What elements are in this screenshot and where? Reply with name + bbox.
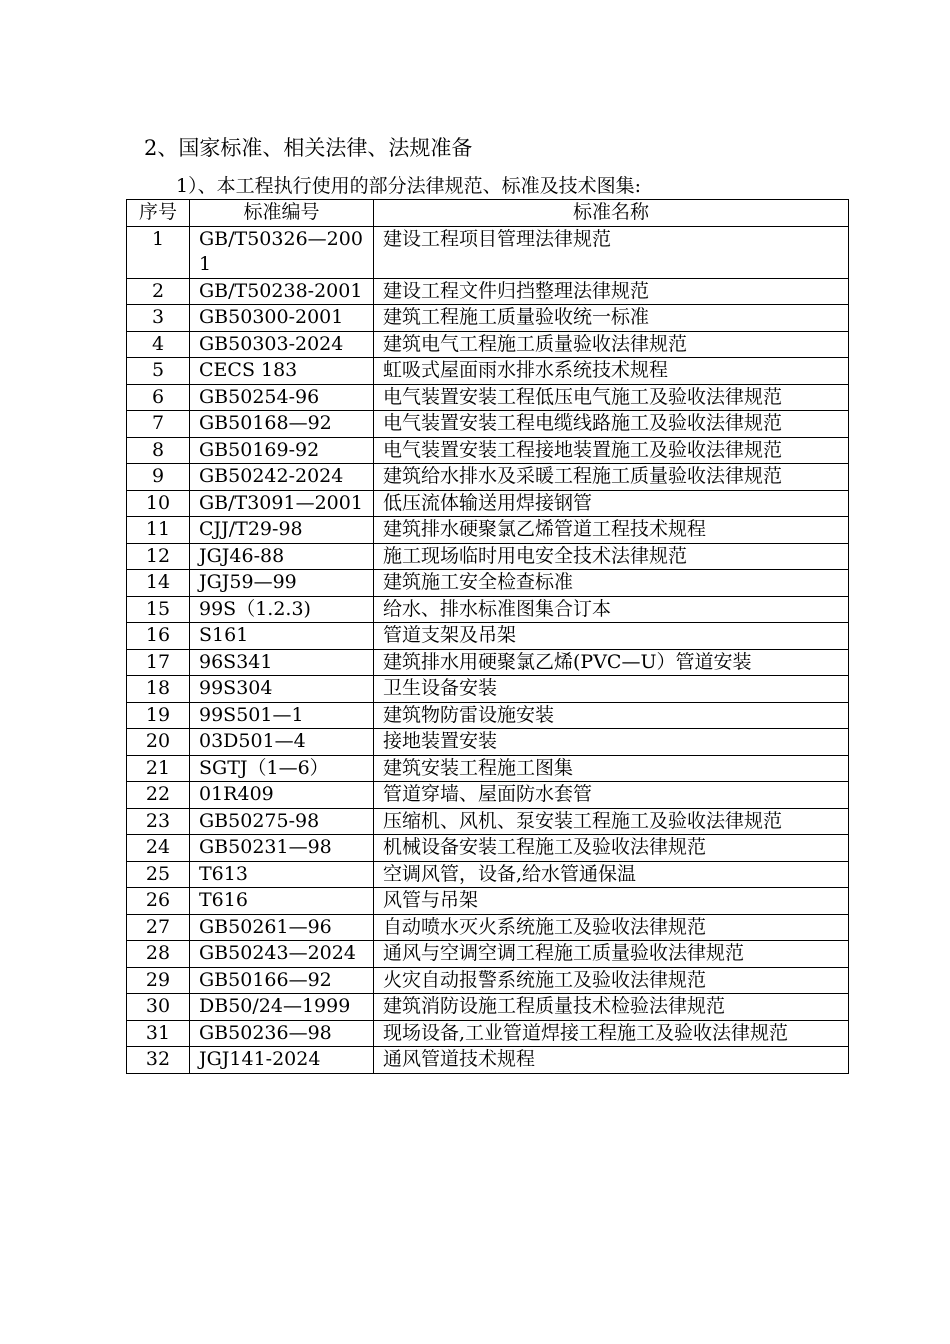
table-row: [127, 676, 849, 703]
cell-name: 虹吸式屋面雨水排水系统技术规程: [374, 358, 849, 385]
cell-name: 建设工程项目管理法律规范: [374, 226, 849, 278]
cell-code: 99S304: [190, 676, 374, 703]
table-row: [127, 1047, 849, 1074]
cell-code: GB50242-2024: [190, 464, 374, 491]
cell-no: 4: [127, 331, 190, 358]
cell-name: 建筑消防设施工程质量技术检验法律规范: [374, 994, 849, 1021]
header-name: 标准名称: [374, 200, 849, 227]
cell-name: 施工现场临时用电安全技术法律规范: [374, 543, 849, 570]
table-body: [127, 226, 849, 1073]
cell-no: 16: [127, 623, 190, 650]
cell-code: GB50300-2001: [190, 305, 374, 332]
cell-code: GB50231—98: [190, 835, 374, 862]
table-row: [127, 226, 849, 278]
cell-no: 10: [127, 490, 190, 517]
table-row: [127, 490, 849, 517]
cell-code: GB50275-98: [190, 808, 374, 835]
cell-name: 自动喷水灭火系统施工及验收法律规范: [374, 914, 849, 941]
cell-no: 6: [127, 384, 190, 411]
cell-name: 建筑施工安全检查标准: [374, 570, 849, 597]
table-row: [127, 755, 849, 782]
cell-code: JGJ59—99: [190, 570, 374, 597]
cell-no: 22: [127, 782, 190, 809]
table-row: [127, 1020, 849, 1047]
cell-no: 21: [127, 755, 190, 782]
cell-name: 卫生设备安装: [374, 676, 849, 703]
section-heading: 2、国家标准、相关法律、法规准备: [144, 136, 473, 160]
cell-no: 32: [127, 1047, 190, 1074]
cell-code: S161: [190, 623, 374, 650]
cell-name: 建筑排水用硬聚氯乙烯(PVC—U）管道安装: [374, 649, 849, 676]
cell-code: GB50166—92: [190, 967, 374, 994]
cell-code: JGJ46-88: [190, 543, 374, 570]
cell-no: 9: [127, 464, 190, 491]
cell-no: 5: [127, 358, 190, 385]
cell-code: 99S501—1: [190, 702, 374, 729]
cell-no: 18: [127, 676, 190, 703]
cell-name: 电气装置安装工程接地装置施工及验收法律规范: [374, 437, 849, 464]
table-row: [127, 967, 849, 994]
table-header-row: [127, 200, 849, 227]
cell-code: CECS 183: [190, 358, 374, 385]
cell-code: 99S（1.2.3): [190, 596, 374, 623]
cell-name: 通风与空调空调工程施工质量验收法律规范: [374, 941, 849, 968]
cell-name: 建筑排水硬聚氯乙烯管道工程技术规程: [374, 517, 849, 544]
table-row: [127, 517, 849, 544]
cell-code: GB/T50238-2001: [190, 278, 374, 305]
cell-no: 1: [127, 226, 190, 278]
cell-no: 25: [127, 861, 190, 888]
cell-no: 2: [127, 278, 190, 305]
cell-name: 建筑物防雷设施安装: [374, 702, 849, 729]
table-row: [127, 543, 849, 570]
table-row: [127, 941, 849, 968]
table-row: [127, 570, 849, 597]
cell-name: 给水、排水标准图集合订本: [374, 596, 849, 623]
cell-name: 火灾自动报警系统施工及验收法律规范: [374, 967, 849, 994]
cell-code: GB50303-2024: [190, 331, 374, 358]
table-row: [127, 623, 849, 650]
cell-code: SGTJ（1—6）: [190, 755, 374, 782]
cell-no: 31: [127, 1020, 190, 1047]
cell-no: 23: [127, 808, 190, 835]
cell-no: 20: [127, 729, 190, 756]
cell-name: 电气装置安装工程电缆线路施工及验收法律规范: [374, 411, 849, 438]
cell-code: GB50243—2024: [190, 941, 374, 968]
table-row: [127, 994, 849, 1021]
cell-no: 11: [127, 517, 190, 544]
cell-code: GB50254-96: [190, 384, 374, 411]
table-row: [127, 888, 849, 915]
table-row: [127, 835, 849, 862]
cell-code: 03D501—4: [190, 729, 374, 756]
header-code: 标准编号: [190, 200, 374, 227]
cell-code: GB50236—98: [190, 1020, 374, 1047]
table-row: [127, 358, 849, 385]
table-row: [127, 649, 849, 676]
cell-code: DB50/24—1999: [190, 994, 374, 1021]
cell-no: 7: [127, 411, 190, 438]
table-row: [127, 861, 849, 888]
cell-code: T616: [190, 888, 374, 915]
cell-name: 电气装置安装工程低压电气施工及验收法律规范: [374, 384, 849, 411]
cell-no: 8: [127, 437, 190, 464]
table-row: [127, 702, 849, 729]
cell-no: 27: [127, 914, 190, 941]
cell-code: GB50261—96: [190, 914, 374, 941]
cell-no: 19: [127, 702, 190, 729]
table-row: [127, 464, 849, 491]
cell-name: 机械设备安装工程施工及验收法律规范: [374, 835, 849, 862]
cell-no: 28: [127, 941, 190, 968]
cell-name: 压缩机、风机、泵安装工程施工及验收法律规范: [374, 808, 849, 835]
table-row: [127, 305, 849, 332]
table-row: [127, 331, 849, 358]
cell-no: 26: [127, 888, 190, 915]
cell-name: 风管与吊架: [374, 888, 849, 915]
table-row: [127, 437, 849, 464]
cell-name: 管道支架及吊架: [374, 623, 849, 650]
table-row: [127, 384, 849, 411]
cell-no: 14: [127, 570, 190, 597]
cell-no: 3: [127, 305, 190, 332]
standards-table: [126, 199, 849, 1074]
cell-name: 建筑工程施工质量验收统一标准: [374, 305, 849, 332]
cell-name: 建筑安装工程施工图集: [374, 755, 849, 782]
cell-name: 低压流体输送用焊接钢管: [374, 490, 849, 517]
table-row: [127, 596, 849, 623]
cell-no: 29: [127, 967, 190, 994]
cell-name: 建筑电气工程施工质量验收法律规范: [374, 331, 849, 358]
table-row: [127, 729, 849, 756]
cell-no: 15: [127, 596, 190, 623]
cell-name: 建设工程文件归挡整理法律规范: [374, 278, 849, 305]
cell-code: 96S341: [190, 649, 374, 676]
cell-code: JGJ141-2024: [190, 1047, 374, 1074]
table-row: [127, 808, 849, 835]
cell-name: 接地装置安装: [374, 729, 849, 756]
intro-text: 1）、本工程执行使用的部分法律规范、标准及技术图集:: [176, 175, 641, 197]
table-row: [127, 278, 849, 305]
table-row: [127, 411, 849, 438]
cell-name: 现场设备,工业管道焊接工程施工及验收法律规范: [374, 1020, 849, 1047]
cell-no: 30: [127, 994, 190, 1021]
table-row: [127, 914, 849, 941]
cell-name: 建筑给水排水及采暖工程施工质量验收法律规范: [374, 464, 849, 491]
cell-code: 01R409: [190, 782, 374, 809]
cell-name: 空调风管，设备,给水管通保温: [374, 861, 849, 888]
cell-no: 24: [127, 835, 190, 862]
cell-no: 17: [127, 649, 190, 676]
cell-code: GB50169-92: [190, 437, 374, 464]
cell-code: CJJ/T29-98: [190, 517, 374, 544]
cell-code: GB/T50326—2001: [190, 226, 374, 278]
table-row: [127, 782, 849, 809]
cell-no: 12: [127, 543, 190, 570]
cell-code: GB50168—92: [190, 411, 374, 438]
cell-name: 通风管道技术规程: [374, 1047, 849, 1074]
cell-name: 管道穿墙、屋面防水套管: [374, 782, 849, 809]
cell-code: GB/T3091—2001: [190, 490, 374, 517]
header-no: 序号: [127, 200, 190, 227]
cell-code: T613: [190, 861, 374, 888]
